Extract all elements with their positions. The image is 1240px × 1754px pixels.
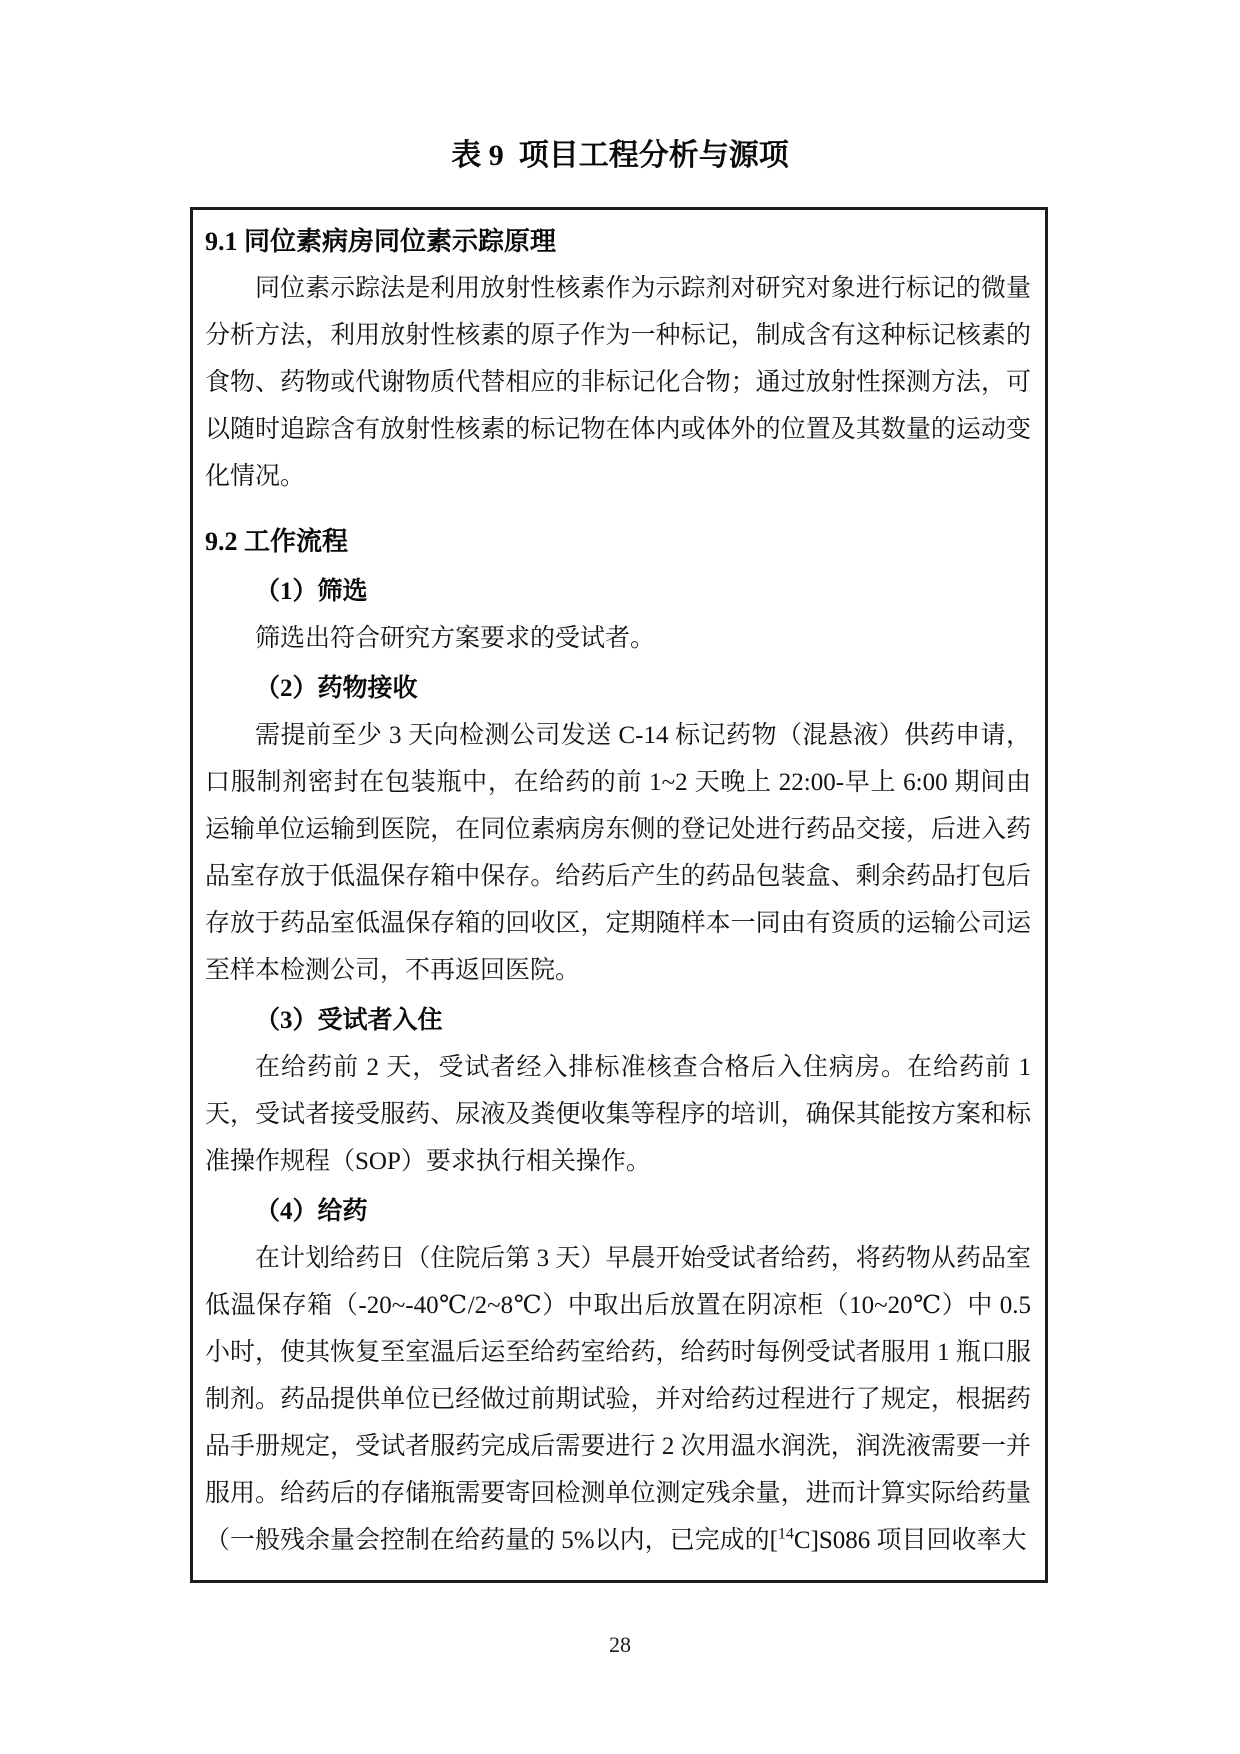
step-1-paragraph: 筛选出符合研究方案要求的受试者。	[255, 625, 656, 652]
step-4-text-after-superscript: C]S086 项目回收率大	[793, 1527, 1027, 1554]
step-4-paragraph	[205, 1235, 1031, 1564]
step-3-paragraph: 在给药前 2 天，受试者经入排标准核查合格后入住病房。在给药前 1 天，受试者接受服药、尿液及粪便收集等程序的培训，确保其能按方案和标准操作规程（SOP）要求执行相关操作。	[205, 1054, 1031, 1175]
step-4-text-before-superscript: 在计划给药日（住院后第 3 天）早晨开始受试者给药，将药物从药品室低温保存箱（-20~-40℃/2~8℃）中取出后放置在阴凉柜（10~20℃）中 0.5 小时，使其恢复至室温后运至给药室给药，给药时每例受试者服用 1 瓶口服制剂。药品提供单位已经做过前期试验，并对给药过程进行了规定，根据药品手册规定，受试者服药完成后需要进行 2 次用温水润洗，润洗液需要一并服用。给药后的存储瓶需要寄回检测单位测定残余量，进而计算实际给药量（一般残余量会控制在给药量的 5%以内，已完成的[	[205, 1245, 1031, 1554]
page-title: 表 9 项目工程分析与源项	[451, 139, 789, 172]
step-2-paragraph: 需提前至少 3 天向检测公司发送 C-14 标记药物（混悬液）供药申请，口服制剂密封在包装瓶中，在给药的前 1~2 天晚上 22:00-早上 6:00 期间由运输单位运输到医院，在同位素病房东侧的登记处进行药品交接，后进入药品室存放于低温保存箱中保存。给药后产生的药品包装盒、剩余药品打包后存放于药品室低温保存箱的回收区，定期随样本一同由有资质的运输公司运至样本检测公司，不再返回医院。	[205, 722, 1031, 984]
step-2-heading: （2）药物接收	[255, 675, 418, 702]
page-number: 28	[609, 1632, 631, 1657]
step-3-heading: （3）受试者入住	[255, 1007, 443, 1034]
step-4-heading: （4）给药	[255, 1198, 368, 1225]
section-9-1-paragraph: 同位素示踪法是利用放射性核素作为示踪剂对研究对象进行标记的微量分析方法，利用放射性核素的原子作为一种标记，制成含有这种标记核素的食物、药物或代谢物质代替相应的非标记化合物；通过放射性探测方法，可以随时追踪含有放射性核素的标记物在体内或体外的位置及其数量的运动变化情况。	[205, 275, 1031, 490]
section-9-2-heading: 9.2 工作流程	[205, 527, 349, 556]
carbon-14-superscript: 14	[777, 1525, 794, 1543]
step-1-heading: （1）筛选	[255, 578, 368, 605]
table-9-container	[190, 207, 1048, 1583]
section-9-1-heading: 9.1 同位素病房同位素示踪原理	[205, 227, 557, 256]
